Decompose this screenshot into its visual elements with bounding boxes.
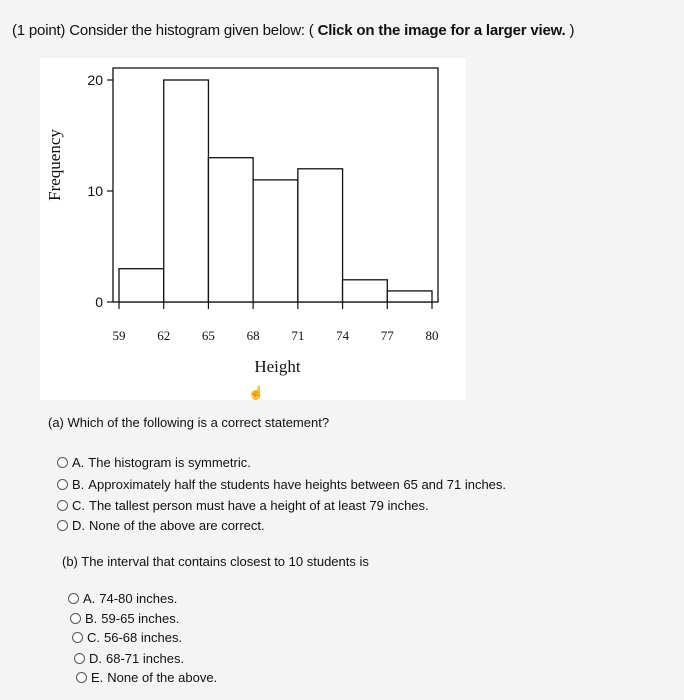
x-tick-label: 59: [112, 328, 126, 343]
option-letter: E.: [91, 670, 104, 685]
option-b-c[interactable]: [72, 630, 182, 645]
question-b: (b) The interval that contains closest to 10 students is: [62, 554, 369, 569]
option-text: 56-68 inches.: [104, 630, 183, 645]
radio-button[interactable]: [57, 500, 68, 511]
x-tick-label: 68: [246, 328, 260, 343]
option-a-d[interactable]: [57, 518, 265, 533]
option-letter: B.: [85, 611, 98, 626]
option-b-d[interactable]: [74, 651, 184, 666]
option-letter: D.: [72, 518, 85, 533]
option-letter: C.: [87, 630, 100, 645]
histogram-bar: [298, 169, 343, 302]
option-text: The histogram is symmetric.: [88, 455, 251, 470]
option-b-b[interactable]: [70, 611, 179, 626]
histogram-bar: [253, 180, 298, 302]
option-text: The tallest person must have a height of at least 79 inches.: [89, 498, 429, 513]
histogram-bar: [164, 80, 209, 302]
option-text: Approximately half the students have heights between 65 and 71 inches.: [88, 477, 507, 492]
radio-button[interactable]: [72, 632, 83, 643]
option-text: None of the above.: [107, 670, 218, 685]
y-tick-label: 10: [87, 183, 103, 199]
histogram-bar: [119, 269, 164, 302]
x-tick-label: 80: [425, 328, 439, 343]
option-letter: B.: [72, 477, 85, 492]
histogram-bar: [387, 291, 432, 302]
option-text: None of the above are correct.: [89, 518, 265, 533]
histogram-chart: [40, 58, 466, 400]
radio-button[interactable]: [76, 672, 87, 683]
y-tick-label: 0: [95, 294, 103, 310]
option-a-a[interactable]: [57, 455, 251, 470]
radio-button[interactable]: [57, 479, 68, 490]
question-a: (a) Which of the following is a correct statement?: [48, 415, 330, 430]
x-tick-label: 71: [291, 328, 305, 343]
header-prefix: (1 point) Consider the histogram given below: (: [12, 22, 314, 39]
option-letter: D.: [89, 651, 102, 666]
x-axis-label: Height: [254, 357, 301, 376]
x-tick-label: 62: [157, 328, 171, 343]
x-tick-label: 74: [336, 328, 350, 343]
option-b-e[interactable]: [76, 670, 217, 685]
option-letter: A.: [83, 591, 96, 606]
header-suffix: ): [569, 22, 575, 39]
radio-button[interactable]: [74, 653, 85, 664]
histogram-image[interactable]: [40, 58, 466, 400]
radio-button[interactable]: [57, 457, 68, 468]
option-letter: C.: [72, 498, 85, 513]
option-a-b[interactable]: [57, 477, 506, 492]
option-letter: A.: [72, 455, 85, 470]
histogram-bar: [343, 280, 388, 302]
radio-button[interactable]: [57, 520, 68, 531]
histogram-bar: [208, 158, 253, 302]
radio-button[interactable]: [70, 613, 81, 624]
larger-view-link[interactable]: Click on the image for a larger view.: [317, 22, 566, 39]
pointer-hand-icon[interactable]: ☝: [248, 385, 265, 400]
problem-header: [12, 22, 574, 39]
option-b-a[interactable]: [68, 591, 177, 606]
option-text: 68-71 inches.: [106, 651, 185, 666]
y-tick-label: 20: [87, 72, 103, 88]
radio-button[interactable]: [68, 593, 79, 604]
x-tick-label: 77: [380, 328, 394, 343]
option-a-c[interactable]: [57, 498, 429, 513]
y-axis-label: Frequency: [45, 129, 64, 201]
x-tick-label: 65: [201, 328, 215, 343]
option-text: 74-80 inches.: [99, 591, 178, 606]
option-text: 59-65 inches.: [101, 611, 180, 626]
